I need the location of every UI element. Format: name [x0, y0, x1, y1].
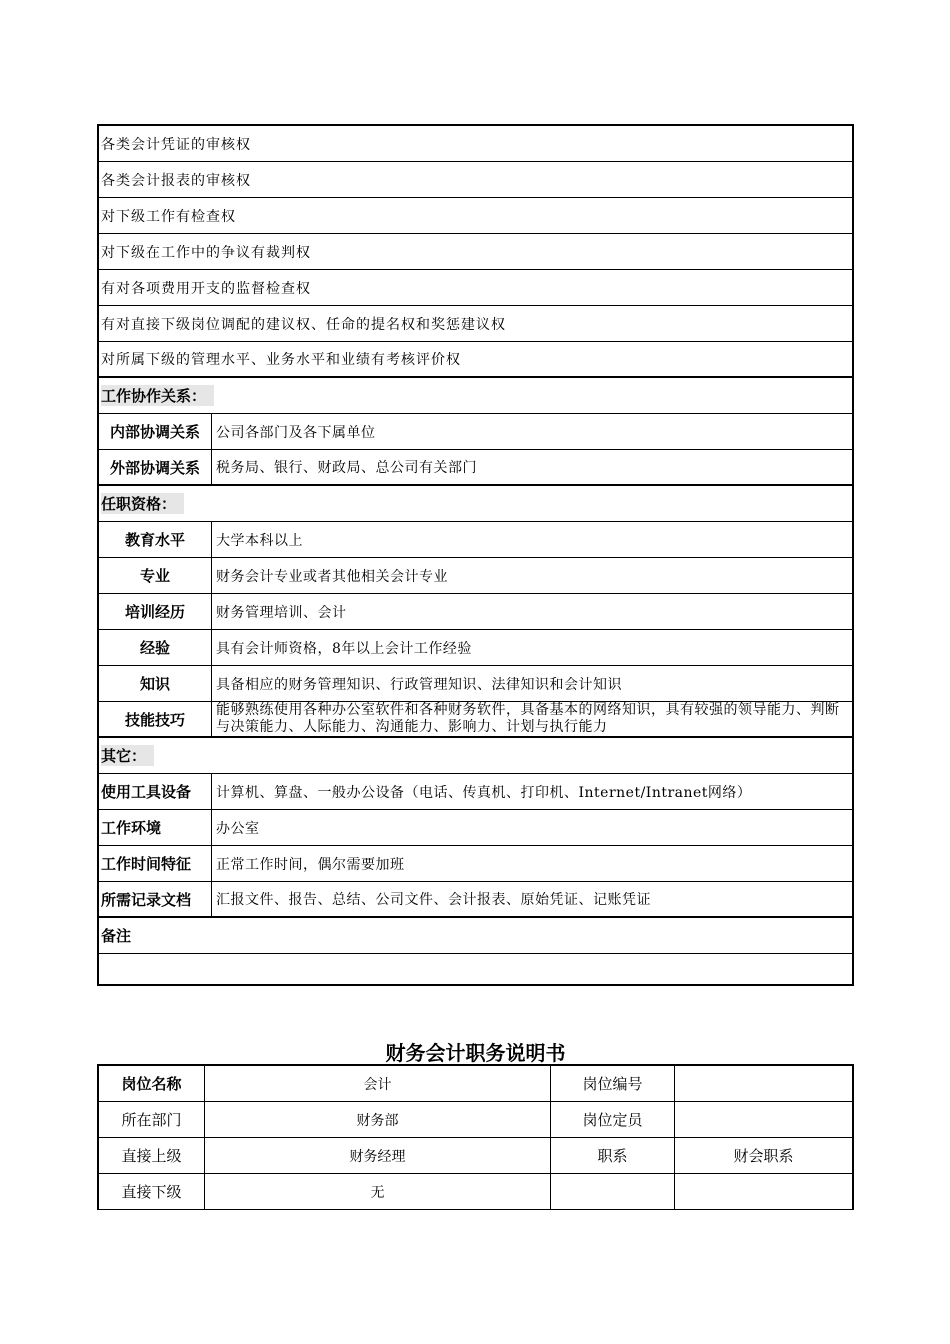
other-row — [99, 810, 852, 846]
qualification-row — [99, 594, 852, 630]
other-value: 办公室 — [216, 820, 260, 837]
other-value: 正常工作时间，偶尔需要加班 — [216, 856, 405, 873]
position-row — [99, 1102, 852, 1138]
field-value: 会计 — [205, 1066, 551, 1101]
other-row — [99, 846, 852, 882]
field-label: 直接下级 — [99, 1174, 205, 1209]
section-header-qualification — [99, 486, 852, 522]
field-label: 直接上级 — [99, 1138, 205, 1173]
remarks-body — [99, 954, 852, 984]
authority-text: 各类会计凭证的审核权 — [101, 136, 251, 153]
section-title: 工作协作关系： — [101, 385, 214, 406]
field-label: 职系 — [551, 1138, 675, 1173]
internal-label: 内部协调关系 — [99, 414, 212, 449]
remarks-title: 备注 — [101, 927, 132, 945]
field-label: 岗位定员 — [551, 1102, 675, 1137]
cooperation-row — [99, 450, 852, 486]
internal-value: 公司各部门及各下属单位 — [216, 424, 376, 441]
field-label: 岗位名称 — [99, 1066, 205, 1101]
other-label: 所需记录文档 — [99, 882, 212, 916]
section-title: 其它： — [101, 745, 154, 766]
other-label: 工作环境 — [99, 810, 212, 845]
qualification-row — [99, 630, 852, 666]
external-value: 税务局、银行、财政局、总公司有关部门 — [216, 460, 477, 476]
field-value — [675, 1066, 852, 1101]
field-value: 无 — [205, 1174, 551, 1209]
authority-row — [99, 198, 852, 234]
other-value: 汇报文件、报告、总结、公司文件、会计报表、原始凭证、记账凭证 — [216, 892, 651, 908]
position-row — [99, 1138, 852, 1174]
authority-row — [99, 342, 852, 378]
field-value — [675, 1174, 852, 1209]
field-value: 财会职系 — [733, 1147, 794, 1165]
qualification-value: 大学本科以上 — [216, 532, 303, 549]
job-description-table — [97, 124, 854, 986]
position-info-table — [97, 1064, 854, 1210]
other-row — [99, 882, 852, 918]
qualification-row — [99, 702, 852, 738]
field-label: 岗位编号 — [551, 1066, 675, 1101]
authority-text: 对下级工作有检查权 — [101, 208, 236, 225]
authority-text: 对下级在工作中的争议有裁判权 — [101, 244, 311, 261]
authority-row — [99, 234, 852, 270]
section-header-cooperation — [99, 378, 852, 414]
qualification-value: 财务管理培训、会计 — [216, 604, 347, 621]
qualification-label: 经验 — [99, 630, 212, 665]
other-value: 计算机、算盘、一般办公设备（电话、传真机、打印机、Internet/Intranet网络） — [216, 784, 752, 801]
authority-row — [99, 126, 852, 162]
cooperation-row — [99, 414, 852, 450]
qualification-label: 专业 — [99, 558, 212, 593]
qualification-value: 具有会计师资格，8年以上会计工作经验 — [216, 640, 472, 657]
field-value: 财务经理 — [205, 1138, 551, 1173]
external-label: 外部协调关系 — [99, 450, 212, 484]
qualification-label: 知识 — [99, 666, 212, 701]
qualification-row — [99, 666, 852, 702]
authority-row — [99, 162, 852, 198]
authority-text: 有对各项费用开支的监督检查权 — [101, 280, 311, 297]
qualification-label: 培训经历 — [99, 594, 212, 629]
field-label — [551, 1174, 675, 1209]
authority-text: 各类会计报表的审核权 — [101, 172, 251, 189]
qualification-value: 具备相应的财务管理知识、行政管理知识、法律知识和会计知识 — [216, 676, 622, 693]
other-label: 使用工具设备 — [99, 774, 212, 809]
doc2-title: 财务会计职务说明书 — [385, 1041, 566, 1065]
other-label: 工作时间特征 — [99, 846, 212, 881]
authority-text: 对所属下级的管理水平、业务水平和业绩有考核评价权 — [101, 352, 461, 368]
field-value: 财务部 — [205, 1102, 551, 1137]
other-row — [99, 774, 852, 810]
authority-row — [99, 270, 852, 306]
qualification-value: 能够熟练使用各种办公室软件和各种财务软件，具备基本的网络知识，具有较强的领导能力、判断与决策能力、人际能力、沟通能力、影响力、计划与执行能力 — [216, 702, 840, 735]
qualification-row — [99, 522, 852, 558]
authority-text: 有对直接下级岗位调配的建议权、任命的提名权和奖惩建议权 — [101, 316, 506, 333]
qualification-label: 技能技巧 — [99, 702, 212, 736]
qualification-label: 教育水平 — [99, 522, 212, 557]
position-row — [99, 1174, 852, 1210]
position-row — [99, 1066, 852, 1102]
field-label: 所在部门 — [99, 1102, 205, 1137]
authority-row — [99, 306, 852, 342]
field-value — [675, 1102, 852, 1137]
remarks-header — [99, 918, 852, 954]
section-title: 任职资格： — [101, 493, 184, 514]
qualification-row — [99, 558, 852, 594]
qualification-value: 财务会计专业或者其他相关会计专业 — [216, 568, 448, 585]
section-header-other — [99, 738, 852, 774]
